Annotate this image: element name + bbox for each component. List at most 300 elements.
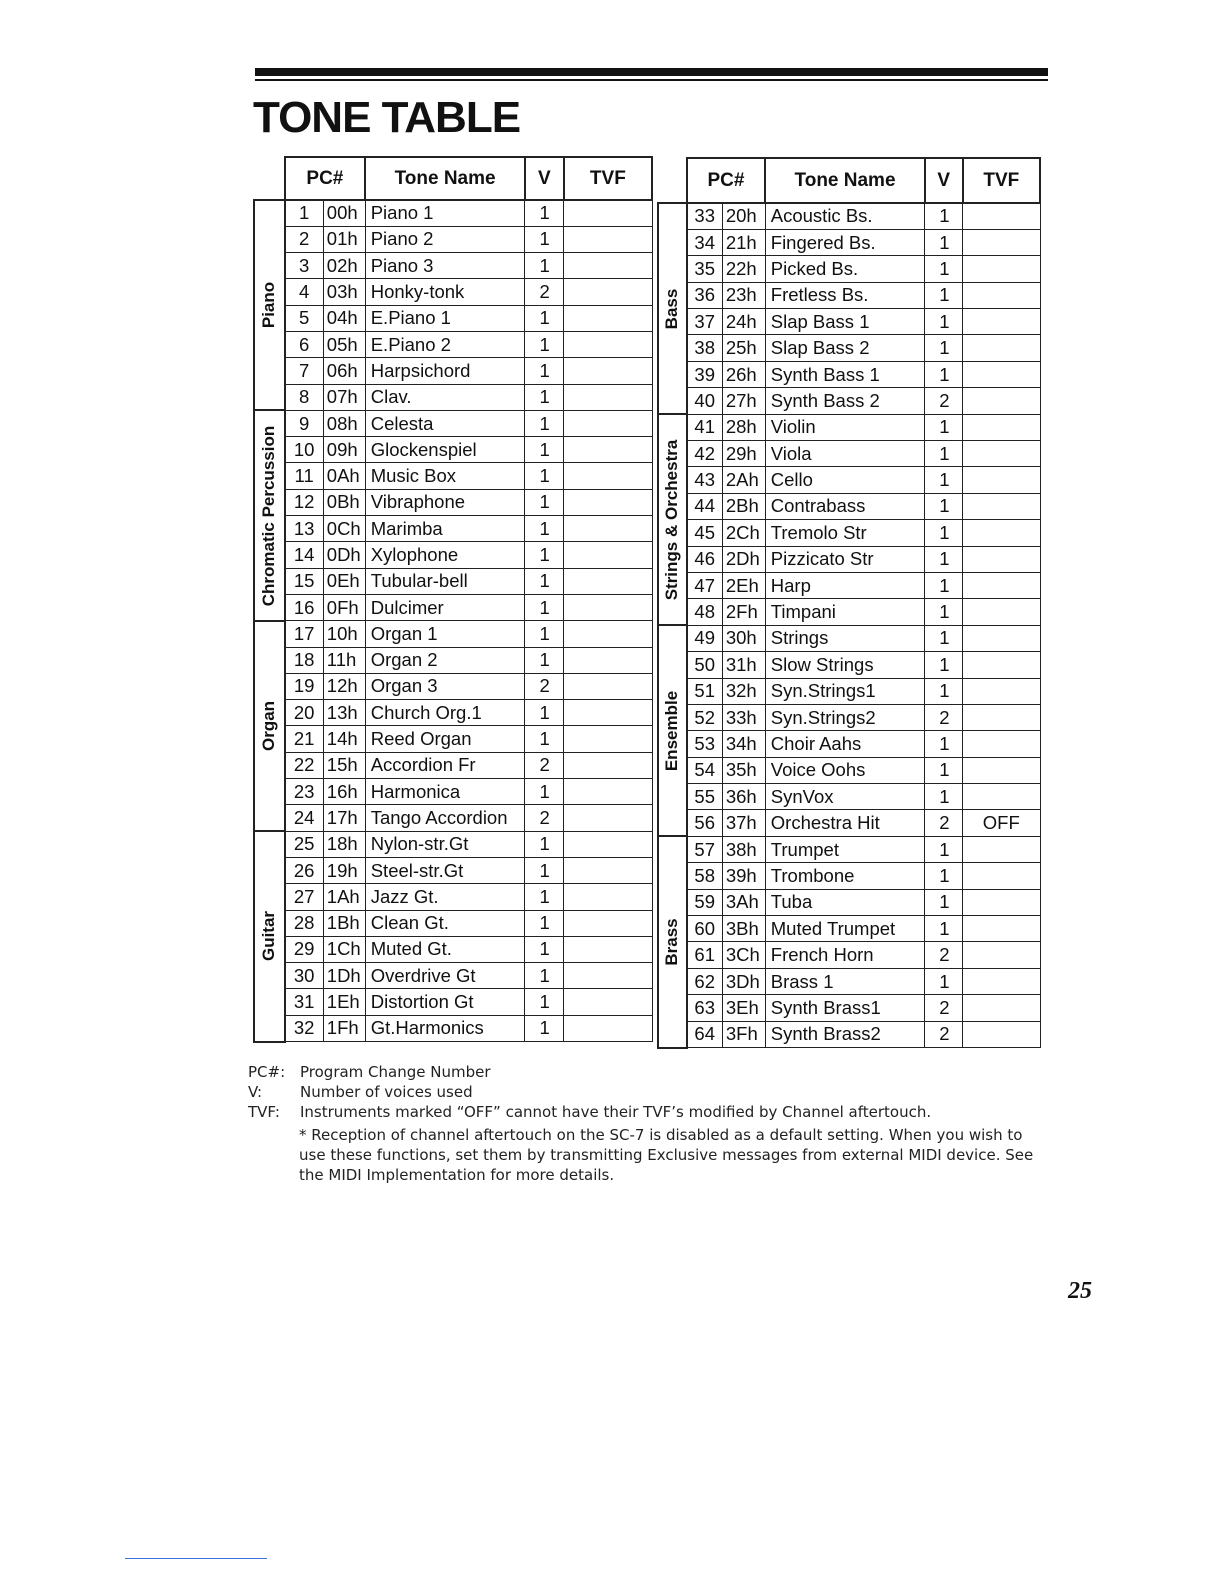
program-hex: 11h xyxy=(323,647,365,673)
tvf-flag xyxy=(963,335,1040,361)
tone-name: Strings xyxy=(765,625,925,651)
table-row xyxy=(658,836,1040,862)
table-row xyxy=(658,810,1040,836)
program-number: 46 xyxy=(687,546,723,572)
tvf-flag xyxy=(564,910,652,936)
table-row xyxy=(254,963,652,989)
table-row xyxy=(658,757,1040,783)
program-hex: 17h xyxy=(323,805,365,831)
tvf-flag xyxy=(564,226,652,252)
voices: 1 xyxy=(925,282,963,308)
tvf-flag xyxy=(963,995,1040,1021)
legend-row xyxy=(248,1082,931,1102)
program-hex: 12h xyxy=(323,673,365,699)
voices: 1 xyxy=(525,779,564,805)
program-hex: 3Ah xyxy=(722,889,765,915)
tone-name: Glockenspiel xyxy=(365,437,525,463)
tvf-flag xyxy=(963,889,1040,915)
program-number: 31 xyxy=(285,989,324,1015)
tvf-flag xyxy=(564,437,652,463)
voices: 1 xyxy=(525,410,564,436)
tvf-flag xyxy=(963,757,1040,783)
voices: 1 xyxy=(925,625,963,651)
voices: 1 xyxy=(925,652,963,678)
program-number: 22 xyxy=(285,752,324,778)
tone-name: Church Org.1 xyxy=(365,700,525,726)
table-row xyxy=(254,253,652,279)
program-hex: 01h xyxy=(323,226,365,252)
group-label-cell xyxy=(658,836,687,1047)
tone-name: Distortion Gt xyxy=(365,989,525,1015)
program-number: 35 xyxy=(687,256,723,282)
tone-name: Organ 2 xyxy=(365,647,525,673)
tone-name: Syn.Strings2 xyxy=(765,704,925,730)
program-number: 25 xyxy=(285,831,324,857)
group-label: Ensemble xyxy=(662,690,682,771)
group-label: Strings & Orchestra xyxy=(662,439,682,600)
tone-name: Viola xyxy=(765,441,925,467)
table-row xyxy=(658,546,1040,572)
program-number: 60 xyxy=(687,916,723,942)
program-hex: 32h xyxy=(722,678,765,704)
group-label-cell xyxy=(658,625,687,836)
program-hex: 14h xyxy=(323,726,365,752)
group-label-cell xyxy=(658,414,687,625)
program-hex: 0Bh xyxy=(323,489,365,515)
group-label: Chromatic Percussion xyxy=(259,425,279,606)
tone-name: Steel-str.Gt xyxy=(365,857,525,883)
program-number: 13 xyxy=(285,516,324,542)
table-row xyxy=(658,942,1040,968)
tvf-flag xyxy=(564,726,652,752)
program-hex: 34h xyxy=(722,731,765,757)
tone-name: Piano 3 xyxy=(365,253,525,279)
program-number: 18 xyxy=(285,647,324,673)
program-hex: 2Eh xyxy=(722,572,765,598)
tone-name: Overdrive Gt xyxy=(365,963,525,989)
tvf-flag xyxy=(963,731,1040,757)
voices: 1 xyxy=(925,256,963,282)
tvf-flag xyxy=(564,884,652,910)
tone-table-right xyxy=(657,157,1041,1049)
voices: 1 xyxy=(525,358,564,384)
legend-key: TVF: xyxy=(248,1103,280,1121)
program-number: 48 xyxy=(687,599,723,625)
program-hex: 10h xyxy=(323,621,365,647)
tone-name: Synth Brass1 xyxy=(765,995,925,1021)
program-number: 4 xyxy=(285,279,324,305)
program-number: 26 xyxy=(285,857,324,883)
program-number: 3 xyxy=(285,253,324,279)
legend-text: Number of voices used xyxy=(300,1083,473,1101)
table-row xyxy=(254,358,652,384)
tone-name: Tubular-bell xyxy=(365,568,525,594)
tvf-flag xyxy=(963,625,1040,651)
program-hex: 02h xyxy=(323,253,365,279)
program-number: 19 xyxy=(285,673,324,699)
program-number: 12 xyxy=(285,489,324,515)
program-hex: 15h xyxy=(323,752,365,778)
program-hex: 21h xyxy=(722,229,765,255)
program-hex: 03h xyxy=(323,279,365,305)
program-number: 2 xyxy=(285,226,324,252)
header-pc: PC# xyxy=(285,157,366,200)
program-hex: 2Fh xyxy=(722,599,765,625)
tone-name: Vibraphone xyxy=(365,489,525,515)
voices: 1 xyxy=(525,226,564,252)
group-label-cell xyxy=(254,410,285,620)
voices: 1 xyxy=(525,331,564,357)
program-hex: 00h xyxy=(323,200,365,226)
program-number: 53 xyxy=(687,731,723,757)
voices: 1 xyxy=(525,489,564,515)
tvf-flag xyxy=(564,463,652,489)
voices: 1 xyxy=(925,520,963,546)
program-hex: 1Ch xyxy=(323,936,365,962)
table-row xyxy=(254,831,652,857)
program-number: 44 xyxy=(687,493,723,519)
table-row xyxy=(254,384,652,410)
program-number: 64 xyxy=(687,1021,723,1047)
program-number: 33 xyxy=(687,203,723,229)
tvf-flag xyxy=(963,203,1040,229)
tone-name: Choir Aahs xyxy=(765,731,925,757)
legend-row xyxy=(248,1102,931,1122)
program-hex: 25h xyxy=(722,335,765,361)
program-hex: 36h xyxy=(722,784,765,810)
voices: 1 xyxy=(525,857,564,883)
voices: 1 xyxy=(925,414,963,440)
tone-name: E.Piano 2 xyxy=(365,331,525,357)
tone-name: French Horn xyxy=(765,942,925,968)
tone-name: Cello xyxy=(765,467,925,493)
tvf-flag xyxy=(564,568,652,594)
program-number: 32 xyxy=(285,1015,324,1041)
program-hex: 3Fh xyxy=(722,1021,765,1047)
group-label-cell xyxy=(254,200,285,410)
tvf-flag xyxy=(564,673,652,699)
tvf-flag xyxy=(963,388,1040,414)
tone-name: Accordion Fr xyxy=(365,752,525,778)
footnote: * Reception of channel aftertouch on the SC-7 is disabled as a default setting. When you wish to use these functions, set them by transmitting Exclusive messages from external MIDI device. See the MIDI Implementation for more details. xyxy=(299,1126,1034,1184)
voices: 2 xyxy=(525,279,564,305)
tone-name: Organ 3 xyxy=(365,673,525,699)
voices: 1 xyxy=(925,572,963,598)
program-hex: 37h xyxy=(722,810,765,836)
program-number: 17 xyxy=(285,621,324,647)
table-row xyxy=(658,335,1040,361)
program-hex: 39h xyxy=(722,863,765,889)
voices: 1 xyxy=(525,568,564,594)
tvf-flag xyxy=(963,678,1040,704)
table-row xyxy=(254,489,652,515)
voices: 1 xyxy=(525,936,564,962)
tvf-flag xyxy=(564,200,652,226)
program-hex: 1Fh xyxy=(323,1015,365,1041)
program-hex: 09h xyxy=(323,437,365,463)
header-tvf: TVF xyxy=(564,157,652,200)
voices: 2 xyxy=(525,805,564,831)
program-hex: 2Dh xyxy=(722,546,765,572)
voices: 1 xyxy=(525,621,564,647)
table-row xyxy=(658,256,1040,282)
table-row xyxy=(254,279,652,305)
tvf-flag xyxy=(963,229,1040,255)
tone-name: Violin xyxy=(765,414,925,440)
tvf-flag xyxy=(564,989,652,1015)
program-hex: 0Eh xyxy=(323,568,365,594)
tvf-flag xyxy=(963,916,1040,942)
table-row xyxy=(254,200,652,226)
tvf-flag xyxy=(564,542,652,568)
tone-name: Picked Bs. xyxy=(765,256,925,282)
voices: 1 xyxy=(525,700,564,726)
tone-name: Organ 1 xyxy=(365,621,525,647)
program-hex: 2Bh xyxy=(722,493,765,519)
tvf-flag xyxy=(564,621,652,647)
program-number: 36 xyxy=(687,282,723,308)
program-number: 37 xyxy=(687,309,723,335)
legend-key: V: xyxy=(248,1083,263,1101)
program-hex: 1Dh xyxy=(323,963,365,989)
tone-name: SynVox xyxy=(765,784,925,810)
program-number: 57 xyxy=(687,836,723,862)
program-number: 50 xyxy=(687,652,723,678)
program-hex: 33h xyxy=(722,704,765,730)
tvf-flag xyxy=(564,594,652,620)
tvf-flag xyxy=(963,942,1040,968)
tvf-flag xyxy=(564,516,652,542)
bottom-mark-line xyxy=(125,1558,267,1559)
table-row xyxy=(658,599,1040,625)
header-tone-name: Tone Name xyxy=(365,157,525,200)
program-number: 30 xyxy=(285,963,324,989)
table-row xyxy=(658,388,1040,414)
table-row xyxy=(254,805,652,831)
program-hex: 0Fh xyxy=(323,594,365,620)
tone-name: Reed Organ xyxy=(365,726,525,752)
top-rule-thin xyxy=(255,79,1048,81)
table-row xyxy=(658,467,1040,493)
program-number: 41 xyxy=(687,414,723,440)
voices: 1 xyxy=(925,335,963,361)
tone-name: Harpsichord xyxy=(365,358,525,384)
table-row xyxy=(254,726,652,752)
voices: 1 xyxy=(925,203,963,229)
voices: 1 xyxy=(925,863,963,889)
voices: 1 xyxy=(925,309,963,335)
program-hex: 2Ch xyxy=(722,520,765,546)
program-hex: 1Bh xyxy=(323,910,365,936)
tone-name: Pizzicato Str xyxy=(765,546,925,572)
tone-name: Muted Trumpet xyxy=(765,916,925,942)
tone-name: Contrabass xyxy=(765,493,925,519)
program-number: 49 xyxy=(687,625,723,651)
program-number: 58 xyxy=(687,863,723,889)
voices: 1 xyxy=(525,463,564,489)
tvf-flag xyxy=(963,652,1040,678)
program-number: 14 xyxy=(285,542,324,568)
program-hex: 16h xyxy=(323,779,365,805)
program-hex: 13h xyxy=(323,700,365,726)
table-row xyxy=(658,361,1040,387)
table-row xyxy=(658,784,1040,810)
legend-text: Instruments marked “OFF” cannot have their TVF’s modified by Channel aftertouch. xyxy=(300,1103,932,1121)
program-number: 62 xyxy=(687,968,723,994)
tone-table-left xyxy=(253,156,653,1043)
program-number: 39 xyxy=(687,361,723,387)
table-row xyxy=(658,520,1040,546)
program-number: 29 xyxy=(285,936,324,962)
tone-name: Honky-tonk xyxy=(365,279,525,305)
program-hex: 0Ch xyxy=(323,516,365,542)
table-row xyxy=(658,916,1040,942)
tone-name: Fretless Bs. xyxy=(765,282,925,308)
group-label-cell xyxy=(658,203,687,414)
group-label-cell xyxy=(254,621,285,831)
table-row xyxy=(254,542,652,568)
group-label: Bass xyxy=(662,288,682,329)
table-row xyxy=(658,203,1040,229)
tone-name: Synth Bass 1 xyxy=(765,361,925,387)
voices: 1 xyxy=(525,437,564,463)
tone-name: Synth Brass2 xyxy=(765,1021,925,1047)
program-number: 56 xyxy=(687,810,723,836)
program-hex: 28h xyxy=(722,414,765,440)
table-row xyxy=(254,516,652,542)
voices: 1 xyxy=(925,757,963,783)
program-hex: 06h xyxy=(323,358,365,384)
voices: 1 xyxy=(925,731,963,757)
tvf-flag xyxy=(963,1021,1040,1047)
table-row xyxy=(658,441,1040,467)
voices: 1 xyxy=(525,305,564,331)
table-row xyxy=(658,282,1040,308)
program-hex: 27h xyxy=(722,388,765,414)
tvf-flag xyxy=(564,805,652,831)
program-number: 47 xyxy=(687,572,723,598)
voices: 1 xyxy=(925,229,963,255)
program-hex: 07h xyxy=(323,384,365,410)
table-row xyxy=(658,863,1040,889)
header-pc: PC# xyxy=(687,158,766,203)
program-hex: 2Ah xyxy=(722,467,765,493)
group-label: Guitar xyxy=(259,911,279,962)
program-hex: 26h xyxy=(722,361,765,387)
table-row xyxy=(254,673,652,699)
voices: 1 xyxy=(925,916,963,942)
voices: 2 xyxy=(925,810,963,836)
program-number: 20 xyxy=(285,700,324,726)
program-hex: 0Ah xyxy=(323,463,365,489)
legend-notes xyxy=(248,1062,931,1122)
program-hex: 31h xyxy=(722,652,765,678)
table-row xyxy=(254,594,652,620)
tvf-flag xyxy=(564,358,652,384)
program-number: 1 xyxy=(285,200,324,226)
tone-name: Xylophone xyxy=(365,542,525,568)
program-hex: 3Dh xyxy=(722,968,765,994)
tvf-flag xyxy=(963,520,1040,546)
voices: 2 xyxy=(925,388,963,414)
tvf-flag xyxy=(963,599,1040,625)
tone-name: Piano 2 xyxy=(365,226,525,252)
program-number: 27 xyxy=(285,884,324,910)
voices: 1 xyxy=(925,968,963,994)
header-tone-name: Tone Name xyxy=(765,158,925,203)
page-number: 25 xyxy=(1068,1278,1092,1304)
tone-name: E.Piano 1 xyxy=(365,305,525,331)
table-row xyxy=(254,410,652,436)
table-row xyxy=(658,968,1040,994)
voices: 1 xyxy=(925,493,963,519)
table-row xyxy=(658,1021,1040,1047)
tvf-flag xyxy=(963,968,1040,994)
header-v: V xyxy=(925,158,963,203)
tone-name: Voice Oohs xyxy=(765,757,925,783)
table-row xyxy=(254,752,652,778)
voices: 2 xyxy=(925,995,963,1021)
voices: 1 xyxy=(925,599,963,625)
table-row xyxy=(658,414,1040,440)
program-hex: 08h xyxy=(323,410,365,436)
table-row xyxy=(254,647,652,673)
tvf-flag: OFF xyxy=(963,810,1040,836)
tvf-flag xyxy=(963,309,1040,335)
program-hex: 24h xyxy=(722,309,765,335)
tvf-flag xyxy=(963,282,1040,308)
voices: 1 xyxy=(525,253,564,279)
table-row xyxy=(254,779,652,805)
voices: 1 xyxy=(525,726,564,752)
table-row xyxy=(254,226,652,252)
voices: 2 xyxy=(525,752,564,778)
voices: 1 xyxy=(525,516,564,542)
tvf-flag xyxy=(963,784,1040,810)
program-number: 38 xyxy=(687,335,723,361)
voices: 1 xyxy=(925,361,963,387)
table-row xyxy=(658,229,1040,255)
voices: 1 xyxy=(525,831,564,857)
voices: 1 xyxy=(525,963,564,989)
table-row xyxy=(254,910,652,936)
tone-name: Syn.Strings1 xyxy=(765,678,925,704)
table-row xyxy=(658,995,1040,1021)
program-number: 6 xyxy=(285,331,324,357)
program-number: 34 xyxy=(687,229,723,255)
program-number: 21 xyxy=(285,726,324,752)
program-hex: 23h xyxy=(722,282,765,308)
tone-name: Acoustic Bs. xyxy=(765,203,925,229)
tvf-flag xyxy=(564,647,652,673)
table-row xyxy=(254,568,652,594)
table-row xyxy=(254,331,652,357)
tvf-flag xyxy=(963,836,1040,862)
voices: 2 xyxy=(925,704,963,730)
legend-text: Program Change Number xyxy=(300,1063,491,1081)
program-number: 54 xyxy=(687,757,723,783)
program-hex: 38h xyxy=(722,836,765,862)
program-number: 16 xyxy=(285,594,324,620)
tvf-flag xyxy=(564,489,652,515)
program-hex: 19h xyxy=(323,857,365,883)
program-number: 15 xyxy=(285,568,324,594)
table-row xyxy=(254,437,652,463)
program-number: 8 xyxy=(285,384,324,410)
tone-name: Dulcimer xyxy=(365,594,525,620)
program-hex: 1Eh xyxy=(323,989,365,1015)
program-hex: 3Bh xyxy=(722,916,765,942)
